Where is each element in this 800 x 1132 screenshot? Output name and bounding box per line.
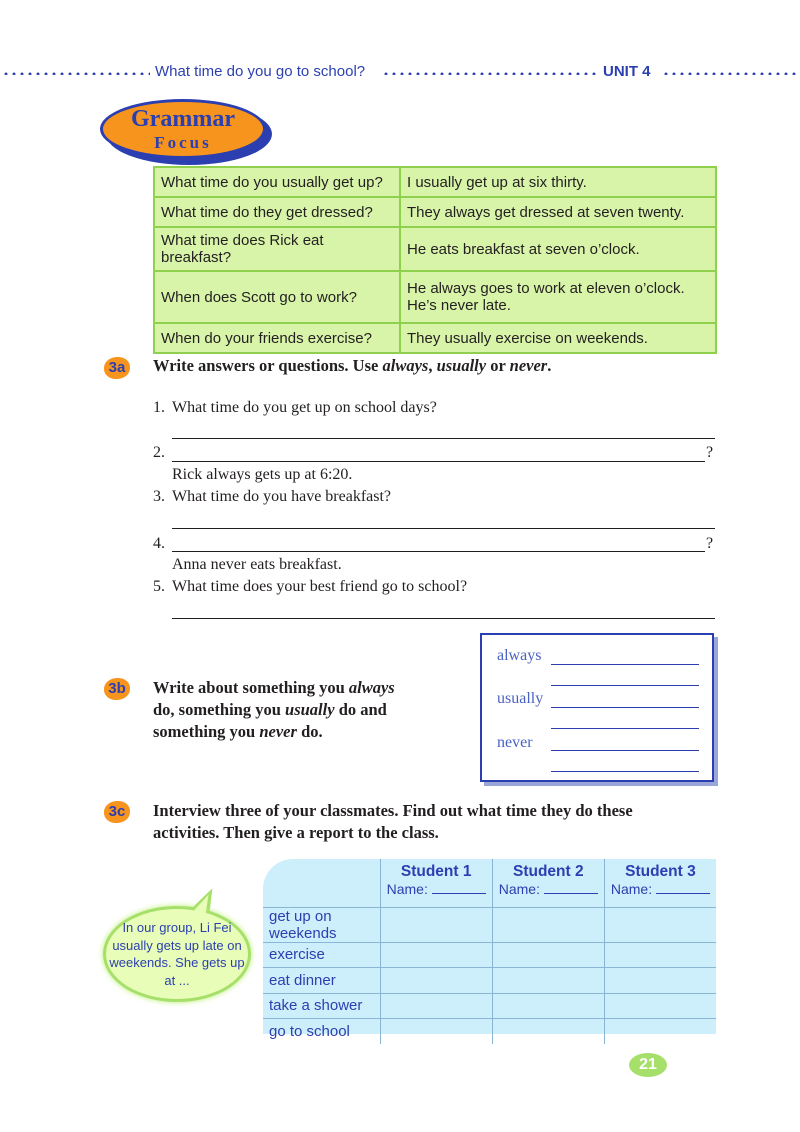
grammar-focus-badge bbox=[100, 99, 272, 165]
answer-cell[interactable] bbox=[492, 1019, 604, 1045]
writing-box bbox=[480, 633, 714, 782]
name-blank[interactable] bbox=[544, 882, 598, 894]
grammar-answer: They usually exercise on weekends. bbox=[400, 323, 716, 353]
activity-label: go to school bbox=[269, 1023, 350, 1040]
answer-cell[interactable] bbox=[604, 942, 716, 968]
grammar-row bbox=[154, 323, 716, 353]
item-text: What time does your best friend go to school? bbox=[172, 578, 468, 595]
answer-line[interactable] bbox=[172, 551, 705, 552]
name-label: Name: bbox=[610, 881, 653, 897]
instr-text: do and bbox=[334, 700, 387, 719]
answer-cell[interactable] bbox=[492, 942, 604, 968]
answer-line[interactable] bbox=[172, 618, 715, 619]
instr-text: do. bbox=[296, 722, 323, 741]
answer-cell[interactable] bbox=[604, 993, 716, 1019]
box-label-never: never bbox=[497, 734, 533, 751]
box-label-usually: usually bbox=[497, 690, 544, 707]
student-2-header bbox=[492, 859, 604, 907]
instr-text: do, something you bbox=[153, 700, 286, 719]
name-label: Name: bbox=[498, 881, 540, 897]
answer-cell[interactable] bbox=[604, 907, 716, 942]
survey-header-row bbox=[263, 859, 716, 907]
speech-bubble-text: In our group, Li Fei usually gets up late on weekends. She gets up at ... bbox=[109, 920, 245, 988]
grammar-answer bbox=[400, 271, 716, 323]
survey-table bbox=[263, 859, 716, 1044]
grammar-row bbox=[154, 167, 716, 197]
grammar-answer: They always get dressed at seven twenty. bbox=[400, 197, 716, 227]
header-dots-left bbox=[2, 72, 150, 75]
page-header bbox=[0, 63, 800, 83]
grammar-question: What time does Rick eat breakfast? bbox=[154, 227, 400, 271]
instr-text: Write answers or questions. Use bbox=[153, 356, 383, 375]
grammar-question: What time do you usually get up? bbox=[154, 167, 400, 197]
table-row bbox=[263, 1019, 716, 1045]
item-number: 3. bbox=[153, 488, 165, 505]
instr-em: always bbox=[382, 356, 429, 375]
student-1-header bbox=[380, 859, 492, 907]
activity-label: exercise bbox=[263, 942, 380, 968]
exercise-3a-badge: 3a bbox=[104, 357, 130, 379]
writing-line[interactable] bbox=[551, 707, 699, 708]
grammar-answer-line: He always goes to work at eleven o’clock. bbox=[407, 280, 685, 297]
focus-subtitle: Focus bbox=[154, 133, 212, 152]
item-number: 4. bbox=[153, 535, 165, 552]
grammar-question: When does Scott go to work? bbox=[154, 271, 400, 323]
student-3-header bbox=[604, 859, 716, 907]
instr-line: Interview three of your classmates. Find out what time they do these bbox=[153, 801, 633, 820]
activity-label: eat dinner bbox=[263, 968, 380, 994]
grammar-question: What time do they get dressed? bbox=[154, 197, 400, 227]
name-blank[interactable] bbox=[432, 882, 486, 894]
instr-em: usually bbox=[285, 700, 335, 719]
header-dots-middle bbox=[382, 72, 600, 75]
question-mark: ? bbox=[706, 535, 714, 552]
answer-cell[interactable] bbox=[380, 968, 492, 994]
writing-line[interactable] bbox=[551, 728, 699, 729]
answer-cell[interactable] bbox=[492, 968, 604, 994]
grammar-question: When do your friends exercise? bbox=[154, 323, 400, 353]
grammar-answer: He eats breakfast at seven o’clock. bbox=[400, 227, 716, 271]
page-number: 21 bbox=[629, 1053, 667, 1077]
instr-em: usually bbox=[436, 356, 487, 375]
student-label: Student 2 bbox=[513, 863, 584, 880]
instr-line bbox=[153, 721, 473, 743]
answer-cell[interactable] bbox=[380, 907, 492, 942]
writing-line[interactable] bbox=[551, 664, 699, 665]
header-unit: UNIT 4 bbox=[603, 63, 651, 80]
writing-line[interactable] bbox=[551, 685, 699, 686]
instr-em: never bbox=[259, 722, 297, 741]
exercise-3c-instruction bbox=[153, 800, 633, 844]
question-mark: ? bbox=[706, 444, 714, 461]
instr-line bbox=[153, 699, 473, 721]
exercise-3b-badge: 3b bbox=[104, 678, 130, 700]
grammar-row bbox=[154, 227, 716, 271]
name-field[interactable] bbox=[499, 881, 598, 897]
table-row bbox=[263, 993, 716, 1019]
instr-em: never bbox=[509, 356, 548, 375]
grammar-answer-line: He’s never late. bbox=[407, 297, 511, 314]
header-dots-right bbox=[662, 72, 798, 75]
table-row bbox=[263, 907, 716, 942]
item-text: What time do you have breakfast? bbox=[172, 488, 392, 505]
grammar-row bbox=[154, 271, 716, 323]
instr-text: something you bbox=[153, 722, 260, 741]
writing-line[interactable] bbox=[551, 750, 699, 751]
instr-text: . bbox=[547, 356, 552, 375]
name-field[interactable] bbox=[611, 881, 710, 897]
instr-line bbox=[153, 677, 473, 699]
survey-corner bbox=[263, 859, 380, 907]
answer-cell[interactable] bbox=[492, 907, 604, 942]
answer-cell[interactable] bbox=[604, 968, 716, 994]
answer-cell[interactable] bbox=[380, 993, 492, 1019]
activity-label: get up on weekends bbox=[263, 907, 380, 942]
answer-cell[interactable] bbox=[380, 1019, 492, 1045]
student-label: Student 3 bbox=[625, 863, 696, 880]
name-field[interactable] bbox=[387, 881, 486, 897]
grammar-table bbox=[153, 166, 717, 354]
table-row bbox=[263, 968, 716, 994]
answer-line[interactable] bbox=[172, 461, 705, 462]
answer-cell[interactable] bbox=[492, 993, 604, 1019]
instr-em: always bbox=[348, 678, 395, 697]
header-title: What time do you go to school? bbox=[155, 63, 366, 80]
answer-line[interactable] bbox=[172, 528, 715, 529]
grammar-title: Grammar bbox=[131, 106, 235, 132]
item-text: Rick always gets up at 6:20. bbox=[172, 466, 353, 483]
item-number: 2. bbox=[153, 444, 165, 461]
item-text: Anna never eats breakfast. bbox=[172, 556, 342, 573]
table-row bbox=[263, 942, 716, 968]
instr-text: or bbox=[486, 356, 510, 375]
exercise-3c-badge: 3c bbox=[104, 801, 130, 823]
grammar-answer: I usually get up at six thirty. bbox=[400, 167, 716, 197]
item-number: 5. bbox=[153, 578, 165, 595]
name-label: Name: bbox=[386, 881, 428, 897]
writing-line[interactable] bbox=[551, 771, 699, 772]
exercise-3b-instruction bbox=[153, 677, 473, 743]
item-text: What time do you get up on school days? bbox=[172, 399, 437, 416]
answer-cell[interactable] bbox=[380, 942, 492, 968]
box-label-always: always bbox=[497, 647, 542, 664]
grammar-row bbox=[154, 197, 716, 227]
instr-line: activities. Then give a report to the class. bbox=[153, 823, 439, 842]
item-number: 1. bbox=[153, 399, 165, 416]
exercise-3a-instruction bbox=[153, 355, 551, 377]
answer-line[interactable] bbox=[172, 438, 715, 439]
student-label: Student 1 bbox=[400, 863, 472, 880]
instr-text: Write about something you bbox=[153, 678, 349, 697]
instr-text: , bbox=[428, 356, 437, 375]
activity-label: take a shower bbox=[263, 993, 380, 1019]
answer-cell[interactable] bbox=[604, 1019, 716, 1045]
name-blank[interactable] bbox=[656, 882, 710, 894]
